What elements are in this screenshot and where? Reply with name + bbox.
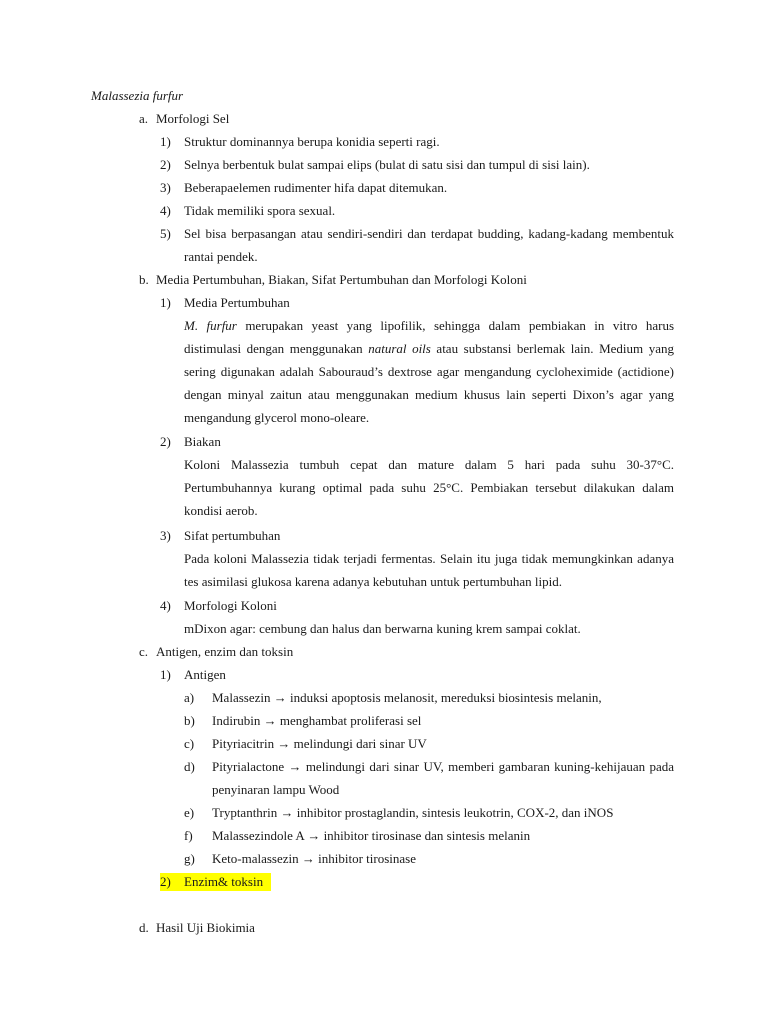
list-number: 2) bbox=[160, 434, 171, 449]
list-number: 5) bbox=[160, 226, 171, 241]
sub-marker: a) bbox=[184, 690, 195, 705]
sub-text: Pityriacitrin → melindungi dari sinar UV bbox=[212, 736, 427, 751]
section-marker: c. bbox=[139, 644, 149, 659]
sub-marker: g) bbox=[184, 851, 195, 866]
sub-marker: f) bbox=[184, 828, 193, 843]
section-marker: a. bbox=[139, 111, 149, 126]
section-marker: d. bbox=[139, 920, 149, 935]
biakan-paragraph: Koloni Malassezia tumbuh cepat dan mature dalam 5 hari pada suhu 30-37°C. Pertumbuhannya kurang optimal pada suhu 25°C. Pembiakan tersebut dilakukan dalam kondisi aerob. bbox=[184, 457, 674, 518]
list-text: Selnya berbentuk bulat sampai elips (bulat di satu sisi dan tumpul di sisi lain). bbox=[184, 157, 590, 172]
section-label: Hasil Uji Biokimia bbox=[156, 920, 255, 935]
sub-text: Indirubin → menghambat proliferasi sel bbox=[212, 713, 422, 728]
italic-term: natural oils bbox=[368, 341, 431, 356]
list-text: Struktur dominannya berupa konidia seperti ragi. bbox=[184, 134, 440, 149]
list-number: 1) bbox=[160, 667, 171, 682]
subsection-label: Sifat pertumbuhan bbox=[184, 528, 281, 543]
media-paragraph bbox=[184, 314, 674, 429]
subsection-label: Antigen bbox=[184, 667, 226, 682]
sub-marker: e) bbox=[184, 805, 195, 820]
sub-text: Tryptanthrin → inhibitor prostaglandin, sintesis leukotrin, COX-2, dan iNOS bbox=[212, 805, 614, 820]
sub-text: Malassezin → induksi apoptosis melanosit, mereduksi biosintesis melanin, bbox=[212, 690, 602, 705]
sub-text: Keto-malassezin → inhibitor tirosinase bbox=[212, 851, 416, 866]
list-number: 4) bbox=[160, 203, 171, 218]
morfologi-paragraph: mDixon agar: cembung dan halus dan berwarna kuning krem sampai coklat. bbox=[184, 621, 581, 636]
section-label: Antigen, enzim dan toksin bbox=[156, 644, 294, 659]
list-number: 3) bbox=[160, 180, 171, 195]
document-title: Malassezia furfur bbox=[91, 88, 184, 103]
subsection-label: Biakan bbox=[184, 434, 221, 449]
list-number: 2) bbox=[160, 874, 171, 889]
section-marker: b. bbox=[139, 272, 149, 287]
subsection-label: Morfologi Koloni bbox=[184, 598, 277, 613]
list-text: Beberapaelemen rudimenter hifa dapat ditemukan. bbox=[184, 180, 448, 195]
sub-marker: c) bbox=[184, 736, 195, 751]
subsection-label: Media Pertumbuhan bbox=[184, 295, 290, 310]
sub-text: Malassezindole A → inhibitor tirosinase dan sintesis melanin bbox=[212, 828, 531, 843]
italic-species: M. furfur bbox=[184, 318, 237, 333]
list-number: 1) bbox=[160, 295, 171, 310]
paragraph-text: merupakan yeast yang lipofilik, sehingga dalam pembiakan in vitro harus distimulasi dengan menggunakan bbox=[184, 318, 675, 356]
list-number: 1) bbox=[160, 134, 171, 149]
list-text: Tidak memiliki spora sexual. bbox=[184, 203, 336, 218]
section-label: Media Pertumbuhan, Biakan, Sifat Pertumbuhan dan Morfologi Koloni bbox=[156, 272, 527, 287]
sub-marker: b) bbox=[184, 713, 195, 728]
section-label: Morfologi Sel bbox=[156, 111, 230, 126]
sifat-paragraph: Pada koloni Malassezia tidak terjadi fermentas. Selain itu juga tidak memungkinkan adanya tes asimilasi glukosa karena adanya kebutuhan untuk pertumbuhan lipid. bbox=[184, 551, 674, 589]
sub-marker: d) bbox=[184, 759, 195, 774]
sub-text: Pityrialactone → melindungi dari sinar UV, memberi gambaran kuning-kehijauan pada penyinaran lampu Wood bbox=[212, 759, 674, 797]
list-number: 3) bbox=[160, 528, 171, 543]
list-number: 4) bbox=[160, 598, 171, 613]
subsection-label: Enzim& toksin bbox=[184, 874, 264, 889]
list-text: Sel bisa berpasangan atau sendiri-sendiri dan terdapat budding, kadang-kadang membentuk rantai pendek. bbox=[184, 226, 674, 264]
list-number: 2) bbox=[160, 157, 171, 172]
paragraph-text: atau substansi berlemak lain. Medium yang sering digunakan adalah Sabouraud’s dextrose agar mengandung cycloheximide (actidione) dengan minyal zaitun atau menggunakan medium khusus lain seperti Dixon’s agar yang mengandung glycerol mono-oleare. bbox=[184, 341, 674, 425]
